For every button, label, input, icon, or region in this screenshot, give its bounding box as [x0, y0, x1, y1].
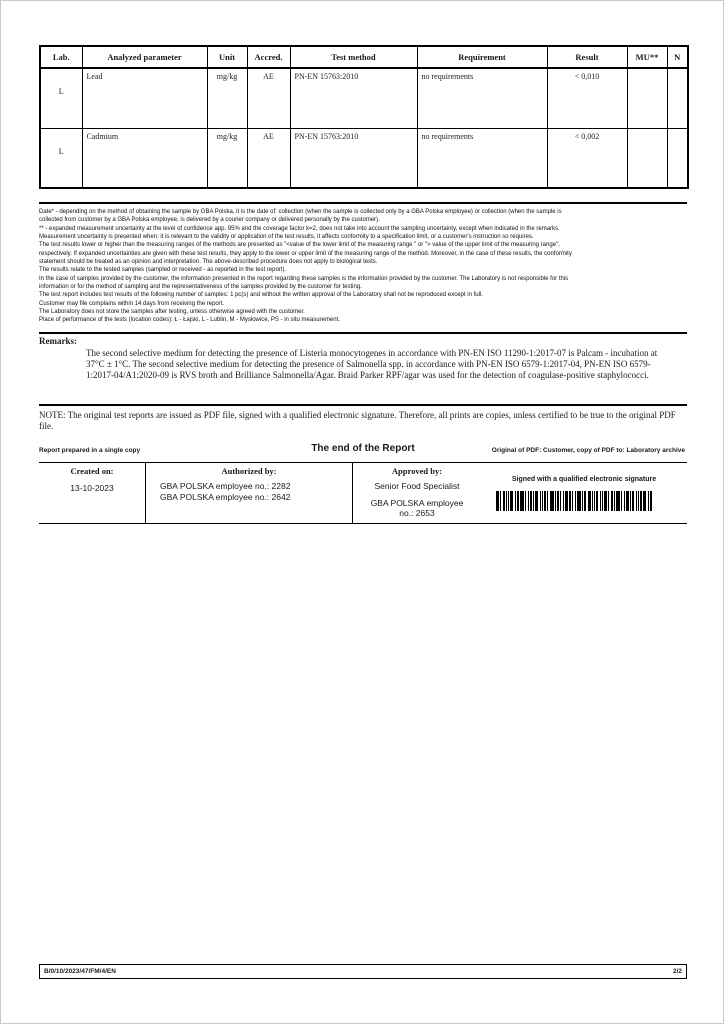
table-row [40, 68, 688, 128]
remarks-heading: Remarks: [39, 336, 77, 346]
legal-line: The results relate to the tested samples (sampled or received - as reported in the test report). [39, 267, 287, 274]
created-on-value: 13-10-2023 [70, 483, 114, 493]
authorized-by-label: Authorized by: [221, 466, 277, 476]
cell-accred: AE [247, 128, 290, 188]
remarks-body: The second selective medium for detecting the presence of Listeria monocytogenes in accordance with PN-EN ISO 11290-1:2017-07 is Palcam - incubation at 37°C ± 1°C. The second selective medium for detecting the presence of Salmonella spp. in accordance with PN-EN ISO 6579-1:2017-04, PN-EN ISO 6579-1:2017-04/A1:2020-09 is RVS broth and Brilliance Salmonella/Agar. Braid Parker RPF/agar was used for the detection of coagulase-positive staphylococci. [86, 348, 658, 380]
end-of-report-title: The end of the Report [311, 443, 415, 454]
cell-parameter: Cadmium [82, 128, 207, 188]
cell-n [667, 68, 688, 128]
legal-line: Customer may file complains within 14 days from receiving the report. [39, 300, 225, 307]
header-mu: MU** [627, 46, 667, 68]
divider [39, 202, 687, 204]
cell-lab: L [40, 68, 82, 128]
cell-n [667, 128, 688, 188]
legal-line: The test results lower or higher than the measuring ranges of the methods are presented as "<value of the lower limit of the measuring range " or "> value of the upper limit of the measuring range", [39, 242, 560, 249]
page-number: 2/2 [672, 968, 682, 975]
authorized-by-cell [146, 463, 353, 523]
page-footer [39, 964, 687, 979]
document-code: B/0/10/2023/47/FM/4/EN [44, 968, 116, 975]
header-method: Test method [290, 46, 417, 68]
approved-by-cell [353, 463, 481, 523]
cell-method: PN-EN 15763:2010 [290, 128, 417, 188]
electronic-signature-note: Signed with a qualified electronic signature [511, 476, 657, 483]
header-n: N [667, 46, 688, 68]
cell-requirement: no requirements [417, 128, 547, 188]
results-table [39, 45, 689, 189]
note-text: NOTE: The original test reports are issued as PDF file, signed with a qualified electronic signature. Therefore, all prints are copies, unless certified to be true to the original PDF file. [39, 410, 676, 431]
header-result: Result [547, 46, 627, 68]
cell-mu [627, 128, 667, 188]
authorized-employee: GBA POLSKA employee no.: 2642 [160, 492, 291, 502]
divider [39, 332, 687, 334]
authorized-employee: GBA POLSKA employee no.: 2282 [160, 481, 291, 491]
legal-line: In the case of samples provided by the customer, the information presented in the report regarding these samples is the information provided by the customer. The Laboratory is not responsible for this [39, 275, 569, 282]
cell-result: < 0,002 [547, 128, 627, 188]
approver-employee: GBA POLSKA employee no.: 2653 [370, 498, 464, 518]
header-requirement: Requirement [417, 46, 547, 68]
cell-mu [627, 68, 667, 128]
approver-role: Senior Food Specialist [374, 481, 460, 491]
legal-line: The Laboratory does not store the samples after testing, unless otherwise agreed with the customer. [39, 309, 305, 316]
legal-line: Date* - depending on the method of obtaining the sample by GBA Polska, it is the date of: collection (when the sample is collected only by a GBA Polska employee) or collection (when the sample is [39, 209, 562, 215]
legal-line: The test report includes test results of the following number of samples: 1 pc(s) and without the written approval of the Laboratory shall not be reproduced except in full. [39, 292, 483, 299]
header-lab: Lab. [40, 46, 82, 68]
legal-line: Place of performance of the tests (location codes): Ł - Łajski, L - Lublin, M - Mysłowice, PS - in situ measurement. [39, 317, 340, 324]
legal-line: respectively. If expanded uncertainties are given with these test results, they apply to the lower or upper limit of the measuring range of the method. Moreover, in the case of these results, the conformity [39, 250, 572, 257]
results-table-wrapper [39, 45, 689, 189]
signature-barcode [496, 491, 672, 511]
header-unit: Unit [207, 46, 247, 68]
header-accred: Accred. [247, 46, 290, 68]
cell-parameter: Lead [82, 68, 207, 128]
legal-line: Measurement uncertainty is presented when: it is relevant to the validity or application of the test results, it affects conformity to a specification limit, or a customer's instruction so requires. [39, 234, 534, 241]
cell-unit: mg/kg [207, 68, 247, 128]
divider [39, 404, 687, 406]
header-parameter: Analyzed parameter [82, 46, 207, 68]
cell-unit: mg/kg [207, 128, 247, 188]
legal-line: ** - expanded measurement uncertainty at the level of confidence app. 95% and the coverage factor k=2, does not take into account the sampling uncertainty, except when indicated in the remarks. [39, 225, 560, 232]
table-header-row [40, 46, 688, 68]
legal-line: information or for the method of sampling and the representativeness of the samples provided by the customer for testing. [39, 284, 362, 291]
legal-line: collected from customer by a GBA Polska employee, is delivered by a courier company or delivered personally by the customer). [39, 217, 380, 224]
created-on-cell [39, 463, 146, 523]
legal-line: statement should be treated as an opinion and interpretation. The above-described procedure does not apply to biological tests. [39, 259, 378, 266]
created-on-label: Created on: [70, 466, 114, 476]
cell-requirement: no requirements [417, 68, 547, 128]
signature-table [39, 462, 687, 524]
electronic-signature-cell [481, 463, 687, 523]
cell-method: PN-EN 15763:2010 [290, 68, 417, 128]
report-copy-note: Report prepared in a single copy [39, 447, 141, 454]
table-row [40, 128, 688, 188]
legal-notes [39, 208, 691, 325]
authorized-by-values [146, 481, 352, 503]
cell-accred: AE [247, 68, 290, 128]
approved-by-label: Approved by: [391, 466, 443, 476]
pdf-distribution-note: Original of PDF: Customer, copy of PDF to: Laboratory archive [491, 447, 685, 454]
cell-lab: L [40, 128, 82, 188]
cell-result: < 0,010 [547, 68, 627, 128]
